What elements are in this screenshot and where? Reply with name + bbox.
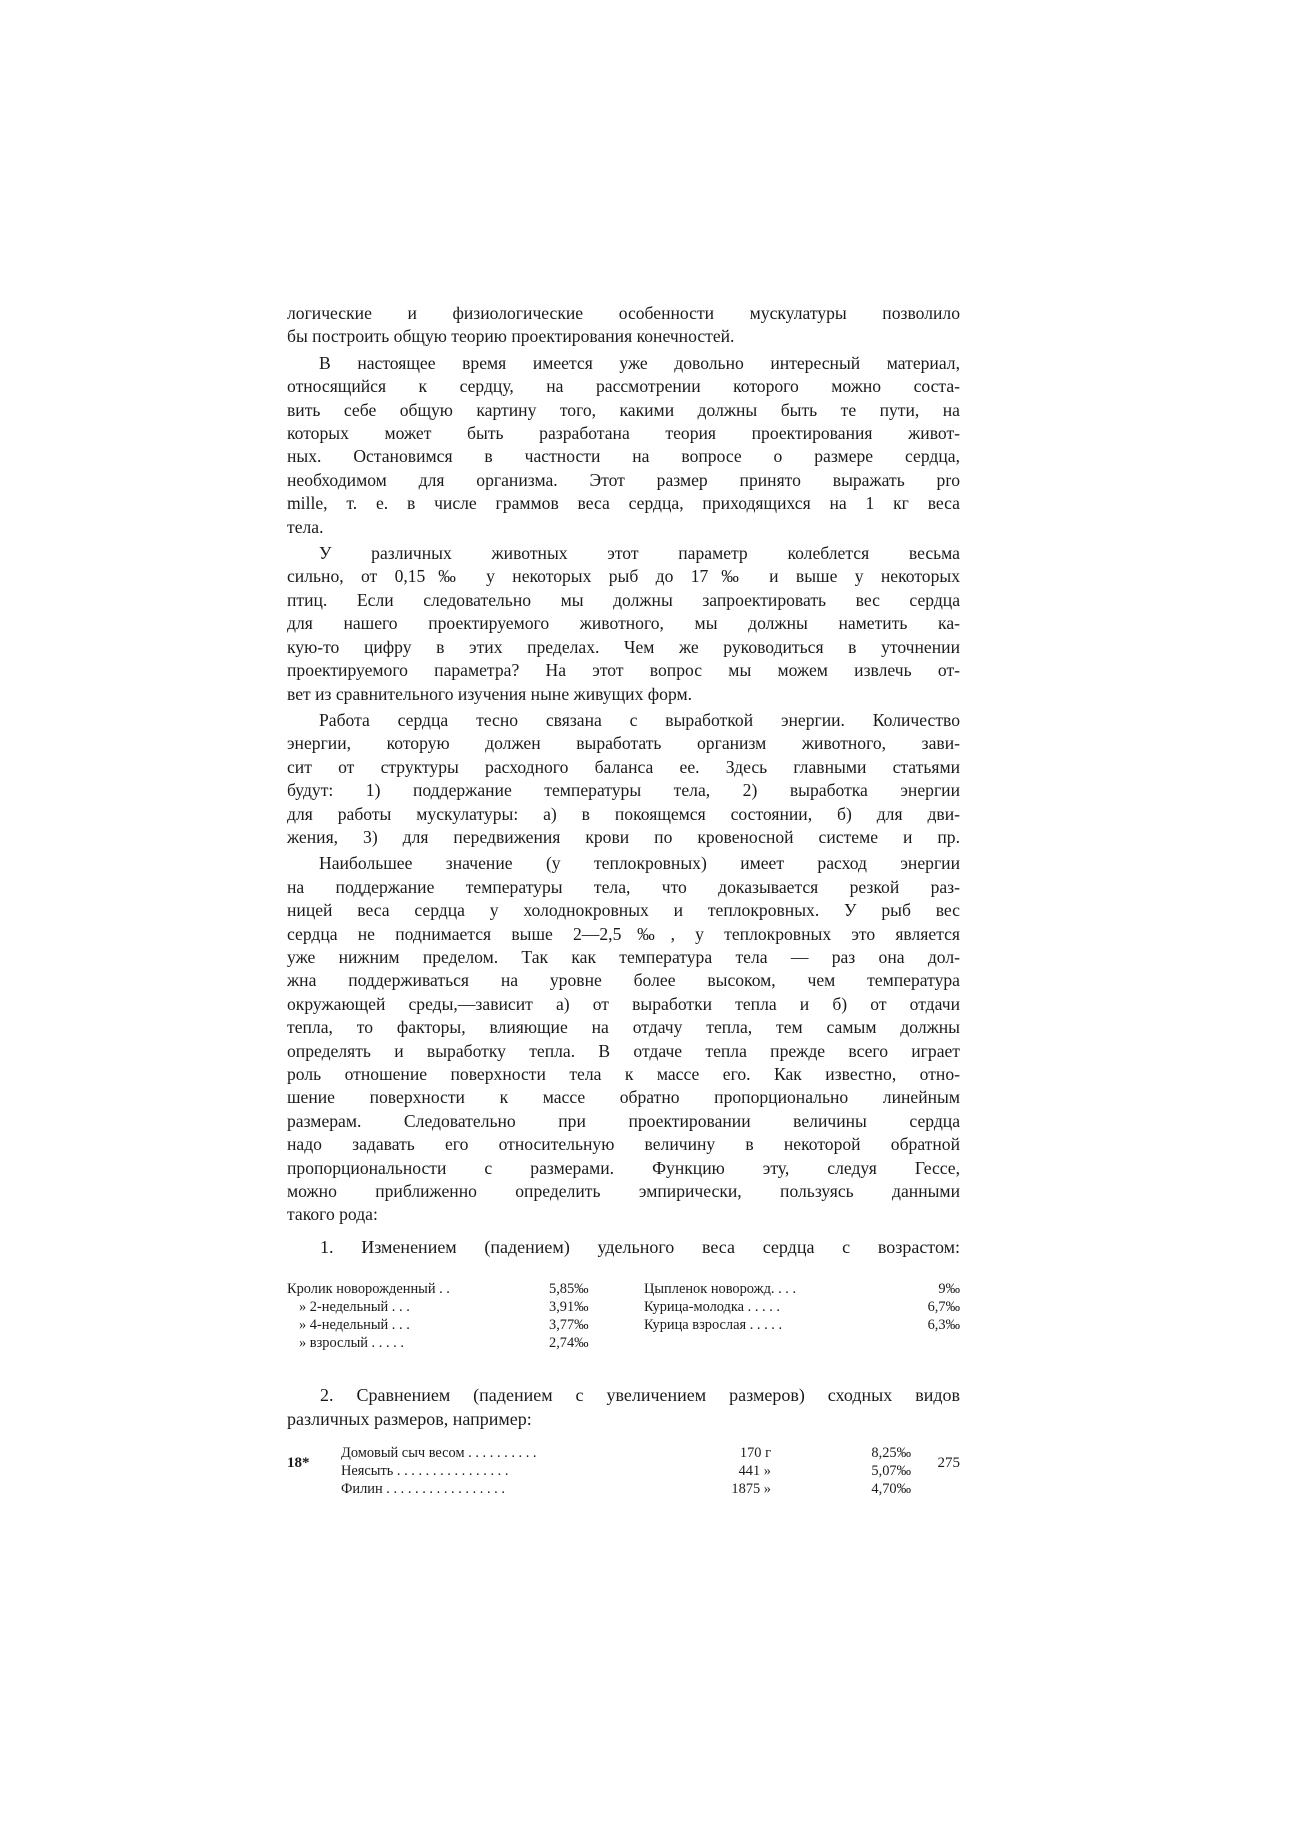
text-line: размерам. Следовательно при проектировании величины сердца (287, 1110, 960, 1131)
text-line: жения, 3) для передвижения крови по кровеносной системе и пр. (287, 826, 960, 847)
text-line: У различных животных этот параметр колеблется весьма (319, 543, 960, 564)
text-line: Наибольшее значение (у теплокровных) имеет расход энергии (319, 853, 960, 874)
table-row (341, 1481, 911, 1499)
text-line: определять и выработку тепла. В отдаче тепла прежде всего играет (287, 1040, 960, 1061)
list-item-2-cont: различных размеров, например: (287, 1408, 532, 1429)
text-line: уже нижним пределом. Так как температура тела — раз она дол- (287, 946, 960, 967)
table-row (341, 1463, 911, 1481)
text-line: ных. Остановимся в частности на вопросе о размере сердца, (287, 446, 960, 467)
text-line: надо задавать его относительную величину в некоторой обратной (287, 1134, 960, 1155)
text-line: шение поверхности к массе обратно пропорционально линейным (287, 1087, 960, 1108)
age-cell-label (644, 1335, 886, 1353)
age-cell-label: Курица взрослая . . . . . (644, 1316, 783, 1333)
age-cell-value: 3,77‰ (549, 1316, 589, 1333)
text-line: тепла, то факторы, влияющие на отдачу тепла, тем самым должны (287, 1017, 960, 1038)
text-line: окружающей среды,—зависит а) от выработки тепла и б) от отдачи (287, 993, 960, 1014)
text-line: для работы мускулатуры: а) в покоящемся состоянии, б) для дви- (287, 803, 960, 824)
text-line: которых может быть разработана теория проектирования живот- (287, 423, 960, 444)
text-line: mille, т. е. в числе граммов веса сердца, приходящихся на 1 кг веса (287, 493, 960, 514)
age-cell-label: Кролик новорожденный . . (287, 1280, 450, 1297)
signature-mark: 18* (287, 1455, 310, 1471)
age-cell-label: Курица-молодка . . . . . (644, 1298, 781, 1315)
size-cell-value: 4,70‰ (871, 1480, 911, 1497)
text-line: В настоящее время имеется уже довольно интересный материал, (319, 352, 960, 373)
text-line: сердца не поднимается выше 2—2,5‰, у теплокровных это является (287, 923, 960, 944)
list-item-2: 2. Сравнением (падением с увеличением размеров) сходных видов (320, 1384, 960, 1405)
size-table (341, 1445, 911, 1499)
text-line: тела. (287, 516, 324, 537)
text-line: сильно, от 0,15‰ у некоторых рыб до 17‰ и выше у некоторых (287, 566, 960, 587)
text-line: на поддержание температуры тела, что доказывается резкой раз- (287, 876, 960, 897)
text-line: такого рода: (287, 1204, 378, 1225)
table-row (287, 1335, 960, 1353)
text-line: для нашего проектируемого животного, мы должны наметить ка- (287, 613, 960, 634)
text-line: вет из сравнительного изучения ныне живущих форм. (287, 683, 693, 704)
text-line: можно приближенно определить эмпирически, пользуясь данными (287, 1181, 960, 1202)
size-cell-name: Домовый сыч весом . . . . . . . . . . (341, 1444, 537, 1461)
paragraph-3 (287, 709, 960, 849)
table-row (287, 1317, 960, 1335)
size-cell-value: 5,07‰ (871, 1462, 911, 1479)
text-line: роль отношение поверхности тела к массе его. Как известно, отно- (287, 1064, 960, 1084)
text-line: вить себе общую картину того, какими должны быть те пути, на (287, 399, 960, 420)
age-cell-value (886, 1335, 960, 1353)
text-line: необходимом для организма. Этот размер принято выражать pro (287, 469, 960, 490)
text-line: бы построить общую теорию проектирования конечностей. (287, 326, 735, 347)
age-cell-label: Цыпленок новорожд. . . . (644, 1280, 797, 1297)
text-line: жна поддерживаться на уровне более высоком, чем температура (287, 970, 960, 991)
text-line: Работа сердца тесно связана с выработкой энергии. Количество (319, 709, 960, 730)
text-line: птиц. Если следовательно мы должны запроектировать вес сердца (287, 589, 960, 610)
text-line: проектируемого параметра? На этот вопрос мы можем извлечь от- (287, 660, 960, 681)
page-body (287, 302, 960, 1499)
size-cell-name: Филин . . . . . . . . . . . . . . . . . (341, 1480, 505, 1497)
age-cell-value: 5,85‰ (549, 1280, 589, 1297)
age-cell-label: » 2-недельный . . . (299, 1298, 410, 1315)
text-line: пропорциональности с размерами. Функцию эту, следуя Гессе, (287, 1157, 960, 1178)
page-number: 275 (937, 1455, 960, 1471)
paragraph-4 (287, 852, 960, 1227)
age-cell-value: 3,91‰ (549, 1298, 589, 1315)
text-line: ницей веса сердца у холоднокровных и теплокровных. У рыб вес (287, 900, 960, 921)
age-cell-value: 9‰ (938, 1280, 960, 1297)
paragraph-1 (287, 352, 960, 539)
text-line: энергии, которую должен выработать организм животного, зави- (287, 733, 960, 754)
text-line: будут: 1) поддержание температуры тела, 2) выработка энергии (287, 780, 960, 801)
age-cell-label: » 4-недельный . . . (299, 1316, 410, 1333)
paragraph-0 (287, 302, 960, 349)
age-cell-label: » взрослый . . . . . (299, 1334, 404, 1351)
table-row (341, 1445, 911, 1463)
size-cell-value: 8,25‰ (871, 1444, 911, 1461)
size-cell-mass: 441 » (738, 1462, 771, 1479)
text-line: логические и физиологические особенности мускулатуры позволило (287, 303, 960, 323)
age-cell-value: 2,74‰ (549, 1334, 589, 1351)
age-cell-value: 6,3‰ (927, 1316, 960, 1333)
text-line: сит от структуры расходного баланса ее. Здесь главными статьями (287, 756, 960, 777)
list-item-1: 1. Изменением (падением) удельного веса сердца с возрастом: (320, 1236, 960, 1257)
age-cell-value: 6,7‰ (927, 1298, 960, 1315)
table-row (287, 1281, 960, 1299)
text-line: относящийся к сердцу, на рассмотрении которого можно соста- (287, 376, 960, 397)
text-line: кую-то цифру в этих пределах. Чем же руководиться в уточнении (287, 636, 960, 657)
size-cell-mass: 1875 » (731, 1480, 771, 1497)
age-table (287, 1281, 960, 1353)
table-row (287, 1299, 960, 1317)
size-cell-mass: 170 г (739, 1444, 771, 1461)
size-cell-name: Неясыть . . . . . . . . . . . . . . . . (341, 1462, 509, 1479)
paragraph-2 (287, 542, 960, 706)
